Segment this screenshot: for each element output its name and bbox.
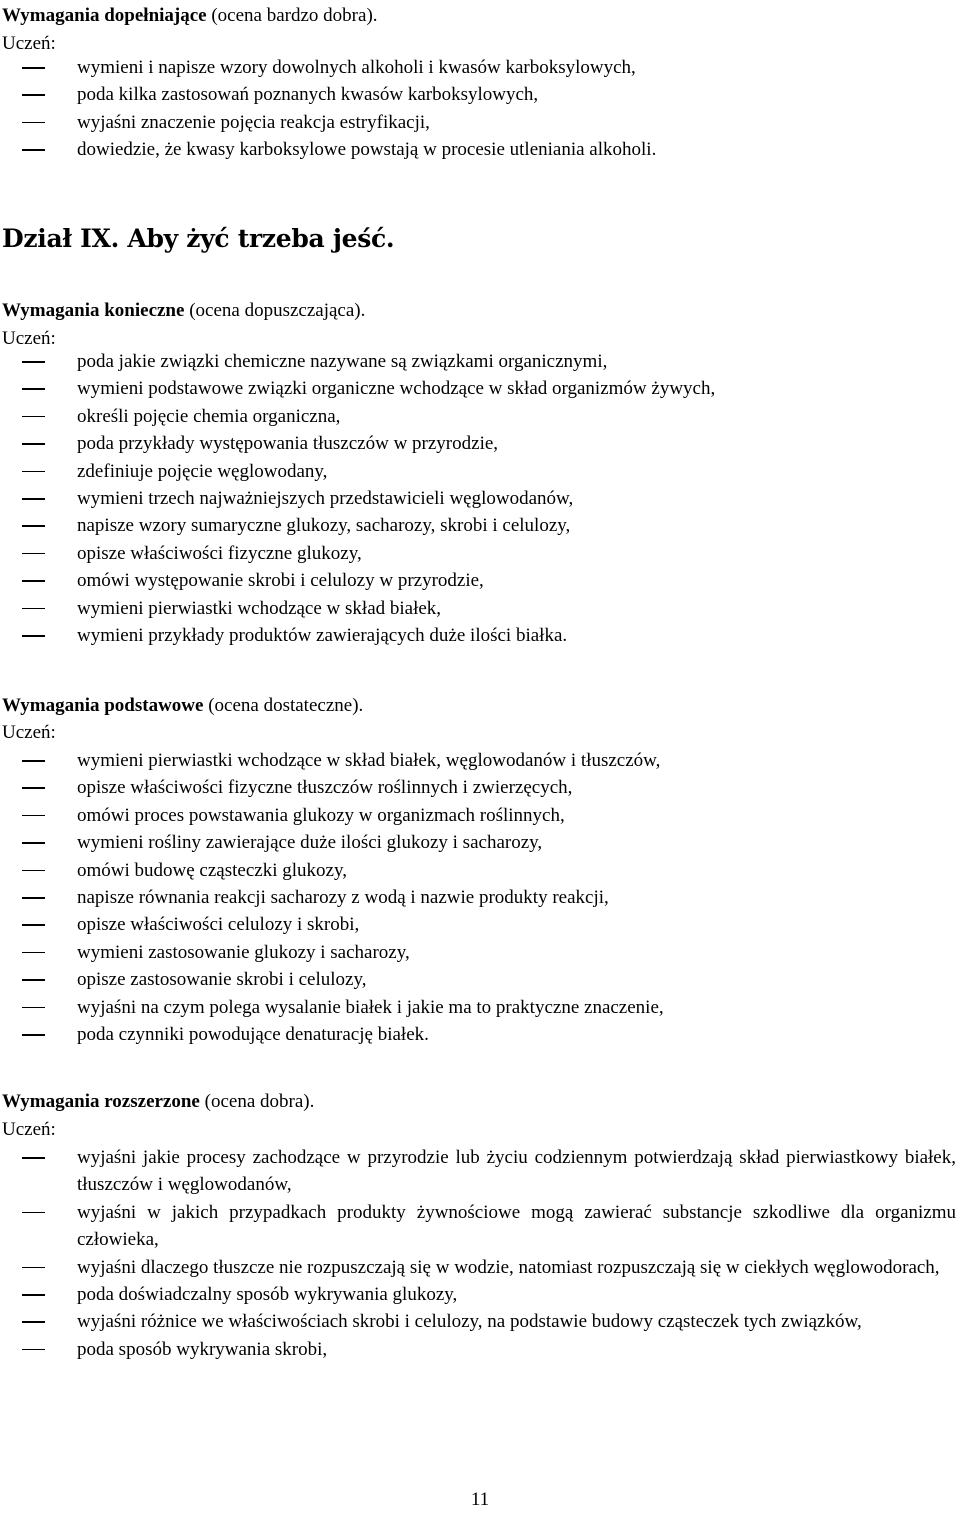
list-item [0, 485, 960, 512]
list-item-text: wymieni zastosowanie glukozy i sacharozy, [77, 941, 410, 963]
list-item-text: zdefiniuje pojęcie węglowodany, [77, 460, 328, 482]
dash-bullet-icon [22, 498, 45, 500]
dash-bullet-icon [22, 1007, 45, 1009]
dash-bullet-icon [22, 580, 45, 582]
dash-bullet-icon [22, 361, 45, 363]
list-item-text: wyjaśni różnice we właściwościach skrobi i celulozy, na podstawie budowy cząsteczek tych związków, [77, 1311, 862, 1333]
list-item [0, 1254, 960, 1281]
list-item-text: napisze wzory sumaryczne glukozy, sacharozy, skrobi i celulozy, [77, 515, 571, 537]
requirements-heading-extended: Wymagania rozszerzone (ocena dobra). [2, 1091, 315, 1112]
section-title: Dział IX. Aby żyć trzeba jeść. [2, 224, 395, 253]
dash-bullet-icon [22, 924, 45, 926]
list-item-text: poda przykłady występowania tłuszczów w przyrodzie, [77, 433, 499, 455]
list-item [0, 1281, 960, 1308]
dash-bullet-icon [22, 760, 45, 762]
dash-bullet-icon [22, 1157, 45, 1159]
list-item [0, 829, 960, 856]
list-item-text: wymieni rośliny zawierające duże ilości glukozy i sacharozy, [77, 832, 543, 854]
list-item [0, 54, 960, 81]
list-item [0, 747, 960, 774]
list-item-text: wyjaśni dlaczego tłuszcze nie rozpuszczają się w wodzie, natomiast rozpuszczają się w ciekłych węglowodorach, [77, 1256, 940, 1278]
list-item-text: poda doświadczalny sposób wykrywania glukozy, [77, 1284, 458, 1306]
requirements-list [0, 348, 960, 649]
list-item [0, 109, 960, 136]
dash-bullet-icon [22, 815, 45, 817]
dash-bullet-icon [22, 94, 45, 96]
requirements-heading-basic: Wymagania podstawowe (ocena dostateczne). [2, 695, 364, 716]
list-item [0, 774, 960, 801]
dash-bullet-icon [22, 443, 45, 445]
dash-bullet-icon [22, 787, 45, 789]
dash-bullet-icon [22, 608, 45, 610]
dash-bullet-icon [22, 870, 45, 872]
list-item-text: omówi budowę cząsteczki glukozy, [77, 859, 347, 881]
list-item-text: poda sposób wykrywania skrobi, [77, 1338, 328, 1360]
dash-bullet-icon [22, 122, 45, 124]
list-item [0, 1336, 960, 1363]
list-item [0, 540, 960, 567]
dash-bullet-icon [22, 388, 45, 390]
dash-bullet-icon [22, 471, 45, 473]
list-item [0, 1144, 960, 1199]
list-item [0, 911, 960, 938]
requirements-list [0, 54, 960, 164]
list-item [0, 622, 960, 649]
list-item [0, 430, 960, 457]
list-item [0, 884, 960, 911]
list-item-text: określi pojęcie chemia organiczna, [77, 405, 341, 427]
requirements-list [0, 747, 960, 1048]
dash-bullet-icon [22, 1212, 45, 1214]
list-item-text: omówi występowanie skrobi i celulozy w przyrodzie, [77, 570, 484, 592]
dash-bullet-icon [22, 842, 45, 844]
list-item-text: poda czynniki powodujące denaturację białek. [77, 1024, 429, 1046]
dash-bullet-icon [22, 525, 45, 527]
list-item-text: wyjaśni znaczenie pojęcia reakcja estryfikacji, [77, 111, 430, 133]
list-item-text: opisze właściwości celulozy i skrobi, [77, 914, 360, 936]
list-item [0, 375, 960, 402]
list-item [0, 403, 960, 430]
requirements-heading-necessary: Wymagania konieczne (ocena dopuszczająca). [2, 300, 366, 321]
student-label: Uczeń: [2, 33, 56, 54]
list-item-text: omówi proces powstawania glukozy w organizmach roślinnych, [77, 804, 565, 826]
list-item [0, 994, 960, 1021]
list-item [0, 458, 960, 485]
list-item [0, 1308, 960, 1335]
list-item [0, 567, 960, 594]
dash-bullet-icon [22, 149, 45, 151]
list-item [0, 857, 960, 884]
list-item-text: wymieni pierwiastki wchodzące w skład białek, [77, 597, 442, 619]
list-item [0, 939, 960, 966]
list-item-text: opisze właściwości fizyczne tłuszczów roślinnych i zwierzęcych, [77, 777, 573, 799]
list-item-text: wyjaśni na czym polega wysalanie białek i jakie ma to praktyczne znaczenie, [77, 996, 664, 1018]
list-item [0, 348, 960, 375]
list-item-text: dowiedzie, że kwasy karboksylowe powstają w procesie utleniania alkoholi. [77, 139, 657, 161]
requirements-list [0, 1144, 960, 1363]
list-item [0, 1199, 960, 1254]
dash-bullet-icon [22, 1349, 45, 1351]
dash-bullet-icon [22, 416, 45, 418]
list-item-text: napisze równania reakcji sacharozy z wodą i nazwie produkty reakcji, [77, 887, 609, 909]
list-item [0, 802, 960, 829]
dash-bullet-icon [22, 67, 45, 69]
list-item-text: wymieni trzech najważniejszych przedstawicieli węglowodanów, [77, 488, 574, 510]
list-item-text: wymieni pierwiastki wchodzące w skład białek, węglowodanów i tłuszczów, [77, 750, 661, 771]
dash-bullet-icon [22, 952, 45, 954]
list-item-text: opisze zastosowanie skrobi i celulozy, [77, 969, 367, 991]
dash-bullet-icon [22, 635, 45, 637]
list-item-text: opisze właściwości fizyczne glukozy, [77, 542, 362, 564]
dash-bullet-icon [22, 1294, 45, 1296]
list-item-text: wyjaśni jakie procesy zachodzące w przyrodzie lub życiu codziennym potwierdzają skład pierwiastkowy białek, tłuszczów i węglowodanów, [77, 1147, 956, 1196]
list-item [0, 512, 960, 539]
list-item-text: wymieni i napisze wzory dowolnych alkoholi i kwasów karboksylowych, [77, 57, 636, 78]
dash-bullet-icon [22, 553, 45, 555]
dash-bullet-icon [22, 897, 45, 899]
dash-bullet-icon [22, 1034, 45, 1036]
dash-bullet-icon [22, 1321, 45, 1323]
list-item [0, 595, 960, 622]
student-label: Uczeń: [2, 722, 56, 743]
dash-bullet-icon [22, 979, 45, 981]
dash-bullet-icon [22, 1267, 45, 1269]
requirements-heading-extended-plus: Wymagania dopełniające (ocena bardzo dobra). [2, 5, 378, 26]
page-number: 11 [470, 1489, 490, 1510]
student-label: Uczeń: [2, 328, 56, 349]
list-item [0, 966, 960, 993]
list-item-text: poda kilka zastosowań poznanych kwasów karboksylowych, [77, 84, 539, 106]
list-item [0, 81, 960, 108]
list-item [0, 136, 960, 163]
list-item-text: wymieni przykłady produktów zawierających duże ilości białka. [77, 625, 568, 647]
list-item-text: wyjaśni w jakich przypadkach produkty żywnościowe mogą zawierać substancje szkodliwe dla organizmu człowieka, [77, 1201, 956, 1251]
list-item-text: poda jakie związki chemiczne nazywane są związkami organicznymi, [77, 351, 608, 372]
list-item-text: wymieni podstawowe związki organiczne wchodzące w skład organizmów żywych, [77, 378, 716, 400]
student-label: Uczeń: [2, 1119, 56, 1140]
list-item [0, 1021, 960, 1048]
